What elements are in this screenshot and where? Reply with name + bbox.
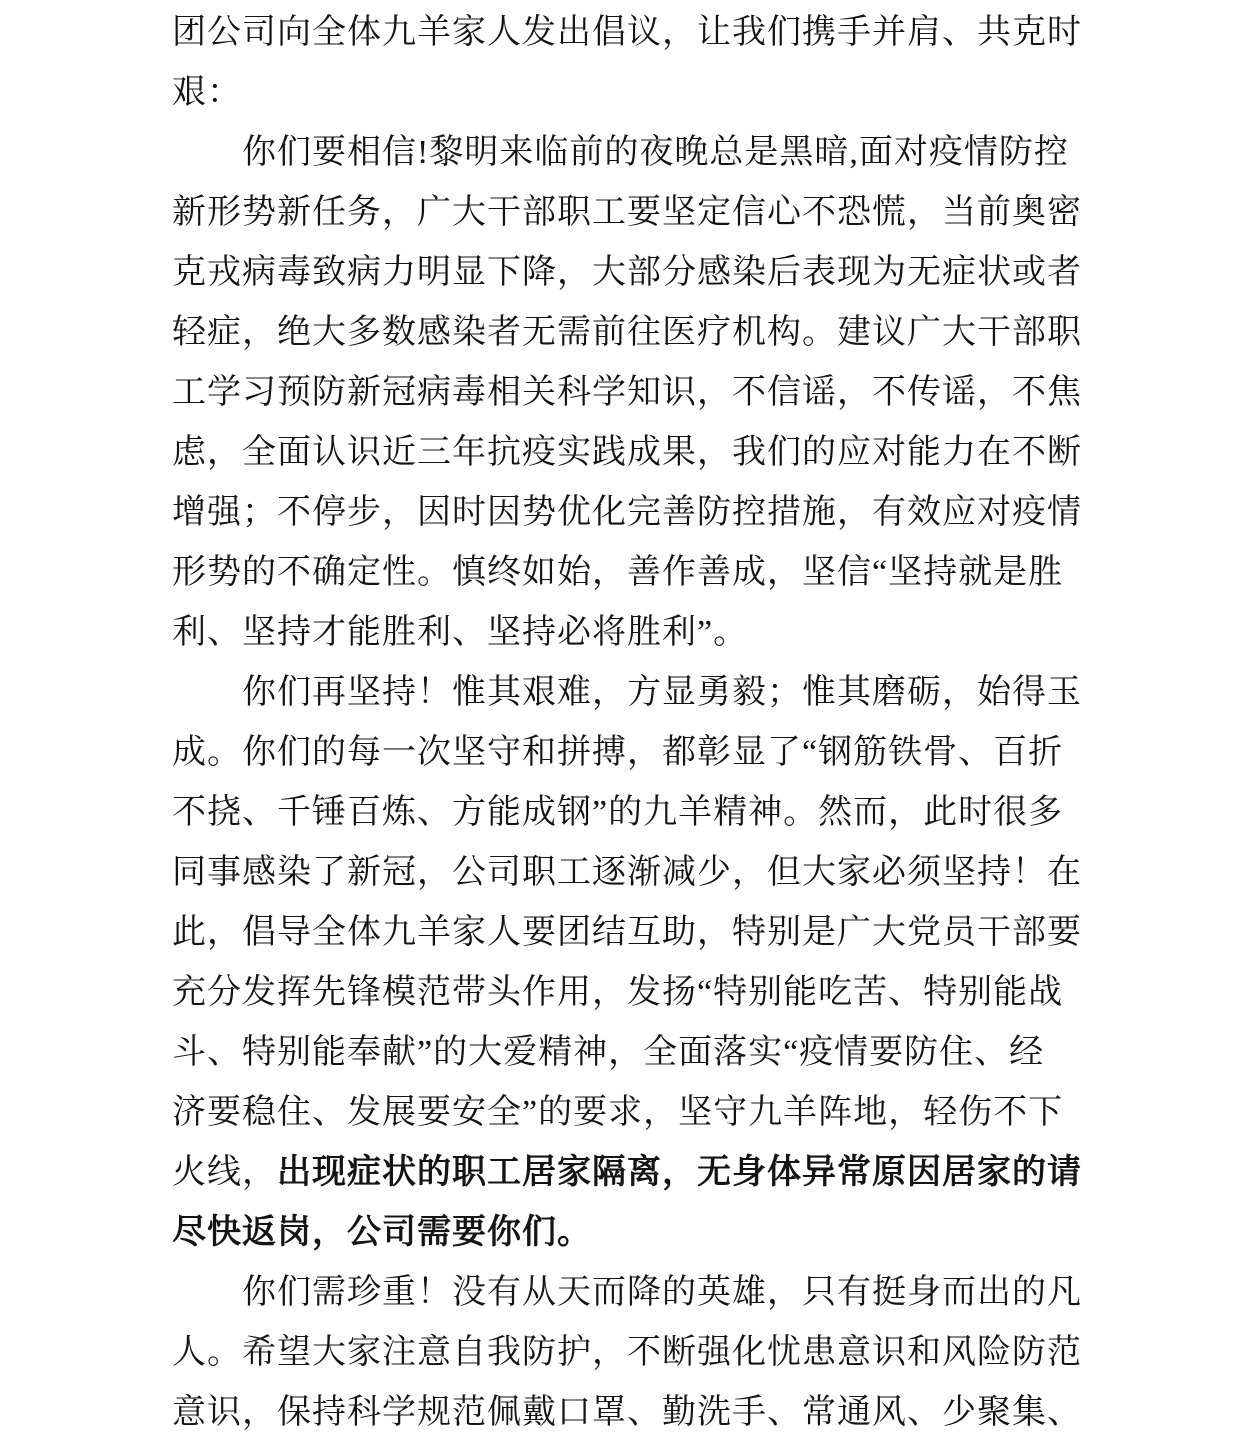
text-line	[172, 243, 1112, 303]
text-line	[172, 663, 1112, 723]
text-line	[172, 1383, 1112, 1443]
text-segment: 工学习预防新冠病毒相关科学知识，不信谣，不传谣，不焦	[172, 374, 1082, 411]
text-line	[172, 1143, 1112, 1203]
text-segment: 济要稳住、发展要安全”的要求，坚守九羊阵地，轻伤不下	[172, 1094, 1064, 1131]
text-line	[172, 123, 1112, 183]
text-segment: 你们再坚持！惟其艰难，方显勇毅；惟其磨砺，始得玉	[242, 674, 1082, 711]
text-segment: 同事感染了新冠，公司职工逐渐减少，但大家必须坚持！在	[172, 854, 1082, 891]
text-line	[172, 423, 1112, 483]
text-segment: 充分发挥先锋模范带头作用，发扬“特别能吃苦、特别能战	[172, 974, 1064, 1011]
text-line	[172, 1323, 1112, 1383]
text-segment: 利、坚持才能胜利、坚持必将胜利”。	[172, 614, 749, 651]
text-line	[172, 543, 1112, 603]
text-line	[172, 723, 1112, 783]
text-segment: 斗、特别能奉献”的大爱精神，全面落实“疫情要防住、经	[172, 1034, 1045, 1071]
text-line	[172, 183, 1112, 243]
text-segment: 你们需珍重！没有从天而降的英雄，只有挺身而出的凡	[242, 1274, 1082, 1311]
text-line	[172, 3, 1112, 63]
text-line	[172, 603, 1112, 663]
text-segment: 增强；不停步，因时因势优化完善防控措施，有效应对疫情	[172, 494, 1082, 531]
text-line	[172, 903, 1112, 963]
text-line	[172, 1083, 1112, 1143]
text-segment: 克戎病毒致病力明显下降，大部分感染后表现为无症状或者	[172, 254, 1082, 291]
text-segment: 此，倡导全体九羊家人要团结互助，特别是广大党员干部要	[172, 914, 1082, 951]
text-line	[172, 63, 1112, 123]
text-line	[172, 363, 1112, 423]
text-line	[172, 1203, 1112, 1263]
text-segment: 不挠、千锤百炼、方能成钢”的九羊精神。然而，此时很多	[172, 794, 1064, 831]
text-line	[172, 483, 1112, 543]
text-line	[172, 843, 1112, 903]
text-line	[172, 783, 1112, 843]
text-segment: 团公司向全体九羊家人发出倡议，让我们携手并肩、共克时	[172, 14, 1082, 51]
text-line	[172, 963, 1112, 1023]
bold-text-segment: 尽快返岗，公司需要你们。	[172, 1214, 592, 1251]
text-segment: 艰：	[172, 74, 242, 111]
text-segment: 人。希望大家注意自我防护，不断强化忧患意识和风险防范	[172, 1334, 1082, 1371]
text-segment: 意识，保持科学规范佩戴口罩、勤洗手、常通风、少聚集、	[172, 1394, 1082, 1431]
bold-text-segment: 出现症状的职工居家隔离，无身体异常原因居家的请	[277, 1154, 1082, 1191]
text-segment: 新形势新任务，广大干部职工要坚定信心不恐慌，当前奥密	[172, 194, 1082, 231]
text-segment: 轻症，绝大多数感染者无需前往医疗机构。建议广大干部职	[172, 314, 1082, 351]
text-line	[172, 1263, 1112, 1323]
text-segment: 你们要相信!黎明来临前的夜晚总是黑暗,面对疫情防控	[242, 134, 1069, 171]
text-segment: 虑，全面认识近三年抗疫实践成果，我们的应对能力在不断	[172, 434, 1082, 471]
text-line	[172, 303, 1112, 363]
text-segment: 火线，	[172, 1154, 277, 1191]
text-segment: 成。你们的每一次坚守和拼搏，都彰显了“钢筋铁骨、百折	[172, 734, 1064, 771]
text-line	[172, 1023, 1112, 1083]
text-segment: 形势的不确定性。慎终如始，善作善成，坚信“坚持就是胜	[172, 554, 1064, 591]
document-body	[172, 3, 1112, 1443]
